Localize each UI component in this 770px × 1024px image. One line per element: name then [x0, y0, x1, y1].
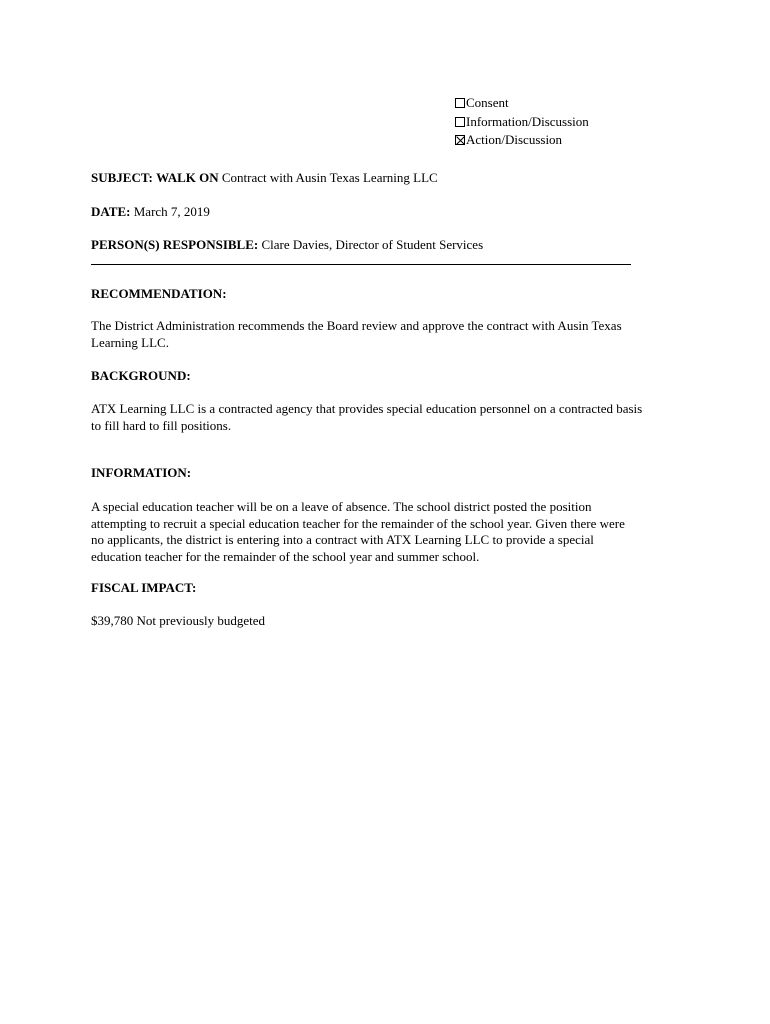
- information-line: education teacher for the remainder of the school year and summer school.: [91, 548, 480, 564]
- recommendation-line: Learning LLC.: [91, 334, 169, 350]
- fiscal-impact-heading: FISCAL IMPACT:: [91, 580, 197, 595]
- checklist-item-information-discussion: [455, 113, 589, 132]
- divider-line: [91, 264, 631, 265]
- unchecked-box-icon: [455, 117, 465, 127]
- information-line: A special education teacher will be on a leave of absence. The school district posted the position: [91, 499, 592, 514]
- persons-label: PERSON(S) RESPONSIBLE:: [91, 237, 259, 252]
- checklist-item-consent: [455, 94, 589, 113]
- checked-box-icon: [455, 135, 465, 145]
- date-value: March 7, 2019: [133, 204, 210, 219]
- background-line: to fill hard to fill positions.: [91, 417, 232, 433]
- background-text: [91, 401, 691, 434]
- fiscal-impact-value: $39,780 Not previously budgeted: [91, 613, 266, 628]
- checklist-label: Action/Discussion: [466, 132, 563, 148]
- background-line: ATX Learning LLC is a contracted agency that provides special education personnel on a contracted basis: [91, 401, 643, 416]
- subject-emphasis: WALK ON: [156, 170, 219, 185]
- subject-label: SUBJECT:: [91, 170, 153, 185]
- information-heading: INFORMATION:: [91, 465, 192, 480]
- recommendation-text: [91, 318, 691, 351]
- subject-value: Contract with Ausin Texas Learning LLC: [221, 170, 438, 185]
- unchecked-box-icon: [455, 98, 465, 108]
- date-label: DATE:: [91, 204, 131, 219]
- checklist-label: Information/Discussion: [466, 113, 589, 129]
- date-line: [91, 204, 210, 220]
- information-line: attempting to recruit a special education teacher for the remainder of the school year. Given there were: [91, 515, 625, 531]
- recommendation-heading: RECOMMENDATION:: [91, 286, 227, 301]
- agenda-type-checklist: [455, 94, 589, 150]
- subject-line: [91, 170, 438, 186]
- information-text: [91, 499, 691, 565]
- recommendation-line: The District Administration recommends the Board review and approve the contract with Ausin Texas: [91, 318, 622, 333]
- background-heading: BACKGROUND:: [91, 368, 191, 383]
- persons-responsible-line: [91, 237, 483, 253]
- checklist-item-action-discussion: [455, 131, 589, 150]
- checklist-label: Consent: [466, 95, 509, 111]
- persons-value: Clare Davies, Director of Student Services: [261, 237, 484, 252]
- information-line: no applicants, the district is entering into a contract with ATX Learning LLC to provide a special: [91, 532, 594, 547]
